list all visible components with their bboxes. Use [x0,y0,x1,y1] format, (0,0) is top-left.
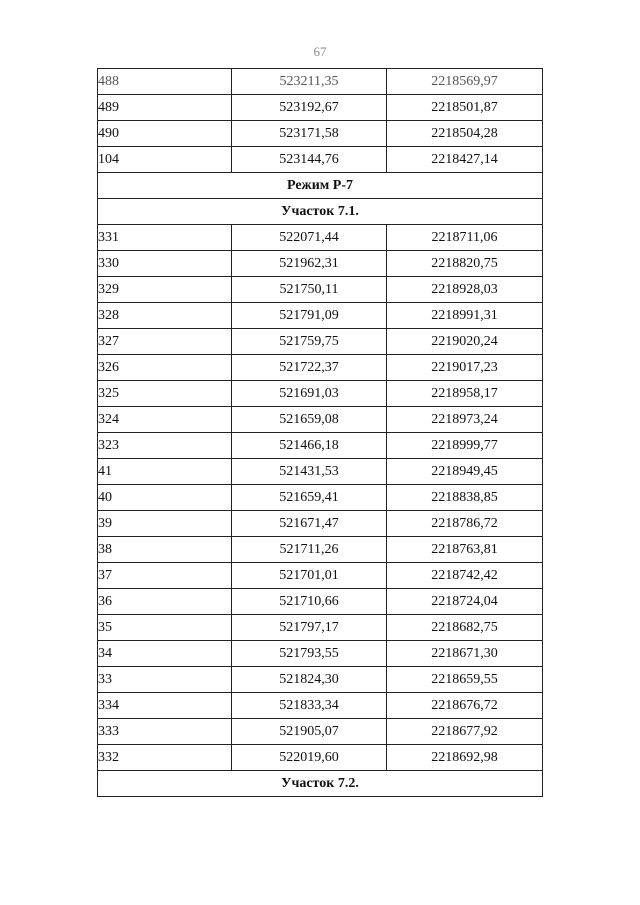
y-coordinate-cell: 2218427,14 [387,147,543,173]
y-coordinate-cell: 2218724,04 [387,589,543,615]
x-coordinate-cell: 521659,08 [232,407,387,433]
x-coordinate-cell: 521701,01 [232,563,387,589]
table-row [98,667,543,693]
point-number-cell: 329 [98,277,232,303]
x-coordinate-cell: 521466,18 [232,433,387,459]
x-coordinate-cell: 522019,60 [232,745,387,771]
point-number-cell: 38 [98,537,232,563]
y-coordinate-cell: 2218659,55 [387,667,543,693]
y-coordinate-cell: 2218820,75 [387,251,543,277]
y-coordinate-cell: 2218504,28 [387,121,543,147]
point-number-cell: 323 [98,433,232,459]
table-row [98,589,543,615]
table-row [98,381,543,407]
table-row [98,563,543,589]
table-row [98,459,543,485]
table-row [98,407,543,433]
coordinates-table-body [98,69,543,797]
point-number-cell: 40 [98,485,232,511]
table-row [98,485,543,511]
y-coordinate-cell: 2218569,97 [387,69,543,95]
x-coordinate-cell: 523211,35 [232,69,387,95]
point-number-cell: 488 [98,69,232,95]
y-coordinate-cell: 2219020,24 [387,329,543,355]
section-label: Режим Р-7 [98,173,543,199]
table-row [98,433,543,459]
table-row [98,95,543,121]
y-coordinate-cell: 2218711,06 [387,225,543,251]
x-coordinate-cell: 521671,47 [232,511,387,537]
table-row [98,277,543,303]
x-coordinate-cell: 521797,17 [232,615,387,641]
y-coordinate-cell: 2218786,72 [387,511,543,537]
point-number-cell: 330 [98,251,232,277]
y-coordinate-cell: 2218838,85 [387,485,543,511]
point-number-cell: 331 [98,225,232,251]
y-coordinate-cell: 2218928,03 [387,277,543,303]
x-coordinate-cell: 521962,31 [232,251,387,277]
x-coordinate-cell: 521431,53 [232,459,387,485]
point-number-cell: 35 [98,615,232,641]
y-coordinate-cell: 2218991,31 [387,303,543,329]
table-row [98,719,543,745]
table-row [98,745,543,771]
point-number-cell: 327 [98,329,232,355]
point-number-cell: 489 [98,95,232,121]
point-number-cell: 332 [98,745,232,771]
y-coordinate-cell: 2218999,77 [387,433,543,459]
table-row [98,511,543,537]
y-coordinate-cell: 2218692,98 [387,745,543,771]
point-number-cell: 328 [98,303,232,329]
page-number: 67 [313,44,327,59]
point-number-cell: 34 [98,641,232,667]
point-number-cell: 39 [98,511,232,537]
y-coordinate-cell: 2218949,45 [387,459,543,485]
section-header-row [98,771,543,797]
point-number-cell: 326 [98,355,232,381]
table-row [98,693,543,719]
x-coordinate-cell: 521710,66 [232,589,387,615]
point-number-cell: 490 [98,121,232,147]
x-coordinate-cell: 521905,07 [232,719,387,745]
x-coordinate-cell: 523192,67 [232,95,387,121]
y-coordinate-cell: 2218958,17 [387,381,543,407]
point-number-cell: 333 [98,719,232,745]
x-coordinate-cell: 521833,34 [232,693,387,719]
point-number-cell: 324 [98,407,232,433]
point-number-cell: 37 [98,563,232,589]
y-coordinate-cell: 2218742,42 [387,563,543,589]
section-label: Участок 7.2. [98,771,543,797]
section-label: Участок 7.1. [98,199,543,225]
table-row [98,355,543,381]
coordinates-table [97,68,543,797]
point-number-cell: 334 [98,693,232,719]
x-coordinate-cell: 521691,03 [232,381,387,407]
y-coordinate-cell: 2219017,23 [387,355,543,381]
x-coordinate-cell: 521659,41 [232,485,387,511]
point-number-cell: 41 [98,459,232,485]
point-number-cell: 33 [98,667,232,693]
table-row [98,69,543,95]
x-coordinate-cell: 521750,11 [232,277,387,303]
table-row [98,251,543,277]
y-coordinate-cell: 2218677,92 [387,719,543,745]
table-row [98,641,543,667]
table-row [98,537,543,563]
x-coordinate-cell: 523171,58 [232,121,387,147]
y-coordinate-cell: 2218501,87 [387,95,543,121]
x-coordinate-cell: 521824,30 [232,667,387,693]
table-row [98,147,543,173]
x-coordinate-cell: 521722,37 [232,355,387,381]
y-coordinate-cell: 2218671,30 [387,641,543,667]
x-coordinate-cell: 521791,09 [232,303,387,329]
y-coordinate-cell: 2218682,75 [387,615,543,641]
y-coordinate-cell: 2218676,72 [387,693,543,719]
table-row [98,121,543,147]
x-coordinate-cell: 523144,76 [232,147,387,173]
y-coordinate-cell: 2218973,24 [387,407,543,433]
table-row [98,615,543,641]
section-header-row [98,173,543,199]
point-number-cell: 36 [98,589,232,615]
x-coordinate-cell: 521759,75 [232,329,387,355]
x-coordinate-cell: 521711,26 [232,537,387,563]
section-header-row [98,199,543,225]
x-coordinate-cell: 522071,44 [232,225,387,251]
table-row [98,303,543,329]
x-coordinate-cell: 521793,55 [232,641,387,667]
y-coordinate-cell: 2218763,81 [387,537,543,563]
point-number-cell: 325 [98,381,232,407]
table-row [98,329,543,355]
table-row [98,225,543,251]
point-number-cell: 104 [98,147,232,173]
